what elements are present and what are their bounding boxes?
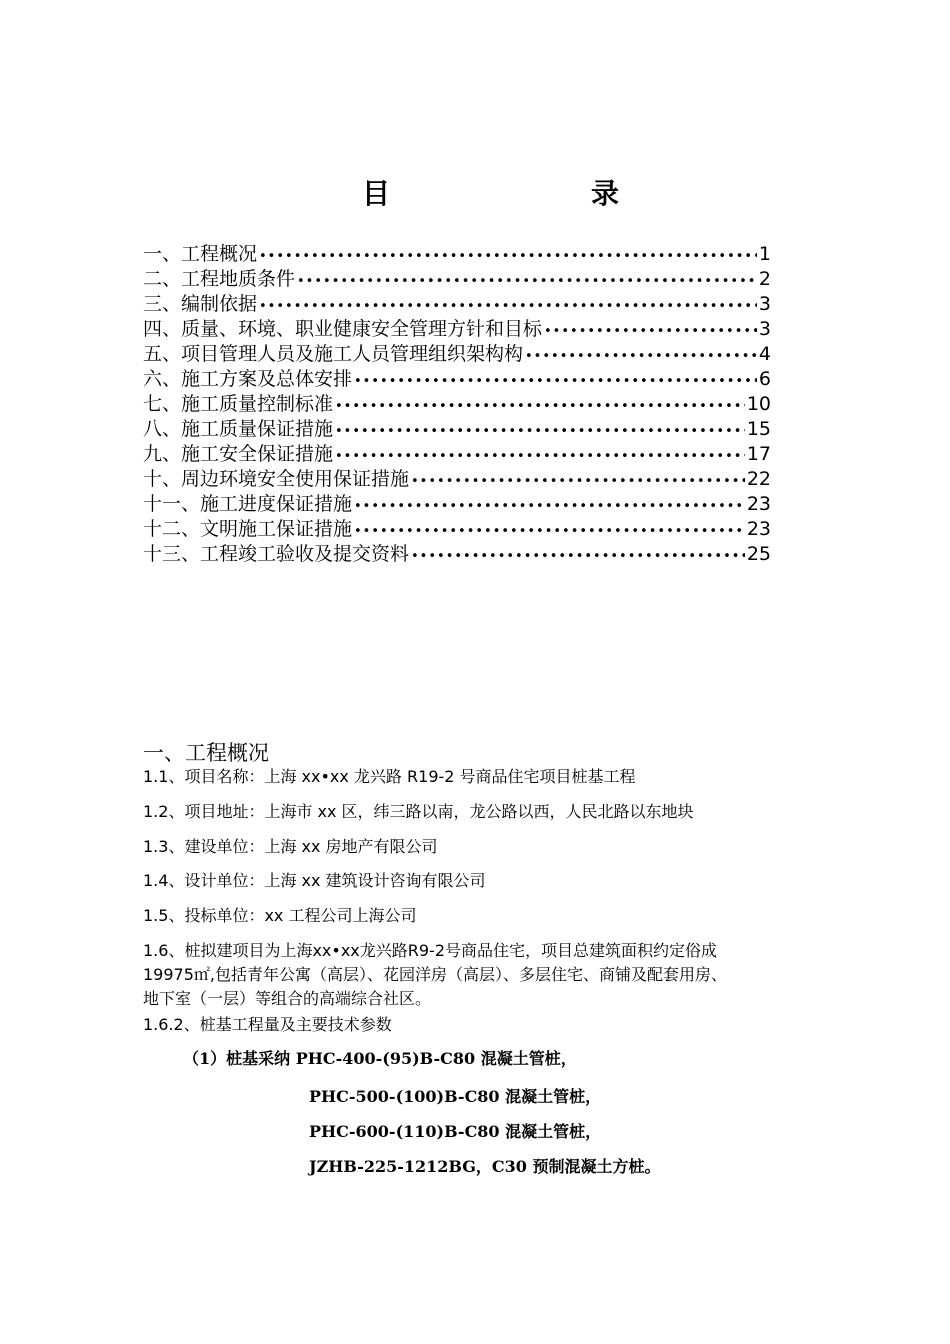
toc-entry-label: 七、施工质量控制标准 [143, 393, 334, 415]
project-description-line: 1.6、桩拟建项目为上海xx•xx龙兴路R9-2号商品住宅，项目总建筑面积约定俗成 [143, 941, 718, 960]
toc-entry-label: 三、编制依据 [143, 293, 258, 315]
toc-entry-label: 九、施工安全保证措施 [143, 443, 334, 465]
table-of-contents [143, 242, 771, 567]
toc-entry-page: 1 [758, 243, 771, 265]
toc-entry[interactable] [143, 342, 771, 367]
toc-entry[interactable] [143, 542, 771, 567]
toc-title-char-2: 录 [591, 177, 620, 210]
section-heading: 一、工程概况 [143, 741, 269, 765]
toc-entry-page: 4 [758, 343, 771, 365]
toc-entry-page: 23 [746, 518, 771, 540]
toc-entry[interactable] [143, 267, 771, 292]
toc-entry-page: 3 [758, 293, 771, 315]
toc-leader-dots [335, 419, 745, 444]
toc-entry[interactable] [143, 292, 771, 317]
toc-leader-dots [354, 369, 757, 394]
toc-leader-dots [335, 444, 745, 469]
toc-entry[interactable] [143, 317, 771, 342]
toc-entry-label: 六、施工方案及总体安排 [143, 368, 353, 390]
toc-entry[interactable] [143, 417, 771, 442]
design-unit-paragraph: 1.4、设计单位：上海 xx 建筑设计咨询有限公司 [143, 871, 486, 890]
toc-entry-page: 3 [758, 318, 771, 340]
toc-entry-page: 25 [746, 543, 771, 565]
project-address-paragraph: 1.2、项目地址：上海市 xx 区，纬三路以南，龙公路以西，人民北路以东地块 [143, 802, 694, 821]
toc-entry-label: 十三、工程竣工验收及提交资料 [143, 543, 410, 565]
toc-entry-page: 22 [746, 468, 771, 490]
toc-entry-page: 23 [746, 493, 771, 515]
toc-title-char-1: 目 [362, 177, 391, 210]
toc-entry-label: 五、项目管理人员及施工人员管理组织架构构 [143, 343, 524, 365]
bidder-paragraph: 1.5、投标单位：xx 工程公司上海公司 [143, 906, 417, 925]
toc-entry[interactable] [143, 442, 771, 467]
toc-entry[interactable] [143, 367, 771, 392]
developer-paragraph: 1.3、建设单位：上海 xx 房地产有限公司 [143, 837, 438, 856]
toc-leader-dots [297, 269, 757, 294]
pile-spec-line: PHC-600-(110)B-C80 混凝土管桩， [309, 1122, 602, 1141]
toc-leader-dots [544, 319, 757, 344]
toc-leader-dots [354, 519, 745, 544]
toc-entry-page: 15 [746, 418, 771, 440]
toc-entry-page: 17 [746, 443, 771, 465]
project-description-line: 地下室（一层）等组合的高端综合社区。 [143, 989, 432, 1008]
toc-leader-dots [335, 394, 745, 419]
toc-entry-label: 八、施工质量保证措施 [143, 418, 334, 440]
toc-title [0, 172, 950, 216]
toc-leader-dots [411, 544, 745, 569]
toc-entry-label: 十二、文明施工保证措施 [143, 518, 353, 540]
toc-entry-label: 四、质量、环境、职业健康安全管理方针和目标 [143, 318, 543, 340]
toc-entry[interactable] [143, 467, 771, 492]
toc-entry-page: 10 [746, 393, 771, 415]
project-description-line: 19975㎡,包括青年公寓（高层）、花园洋房（高层）、多层住宅、商铺及配套用房、 [143, 965, 727, 984]
toc-entry-label: 十一、施工进度保证措施 [143, 493, 353, 515]
toc-entry[interactable] [143, 517, 771, 542]
project-name-paragraph: 1.1、项目名称：上海 xx•xx 龙兴路 R19-2 号商品住宅项目桩基工程 [143, 767, 636, 786]
project-description-paragraph [143, 939, 843, 1011]
pile-spec-line: JZHB-225-1212BG，C30 预制混凝土方桩。 [309, 1157, 661, 1176]
toc-entry-page: 2 [758, 268, 771, 290]
toc-leader-dots [411, 469, 745, 494]
toc-entry-label: 十、周边环境安全使用保证措施 [143, 468, 410, 490]
toc-leader-dots [354, 494, 745, 519]
toc-entry-page: 6 [758, 368, 771, 390]
toc-entry[interactable] [143, 392, 771, 417]
pile-spec-line: PHC-500-(100)B-C80 混凝土管桩， [309, 1087, 602, 1106]
toc-leader-dots [259, 294, 757, 319]
toc-leader-dots [525, 344, 757, 369]
toc-entry-label: 一、工程概况 [143, 243, 258, 265]
toc-entry[interactable] [143, 242, 771, 267]
pile-spec-line: （1）桩基采纳 PHC-400-(95)B-C80 混凝土管桩， [183, 1049, 577, 1068]
technical-params-paragraph: 1.6.2、桩基工程量及主要技术参数 [143, 1015, 392, 1034]
toc-leader-dots [259, 244, 757, 269]
toc-entry-label: 二、工程地质条件 [143, 268, 296, 290]
toc-entry[interactable] [143, 492, 771, 517]
